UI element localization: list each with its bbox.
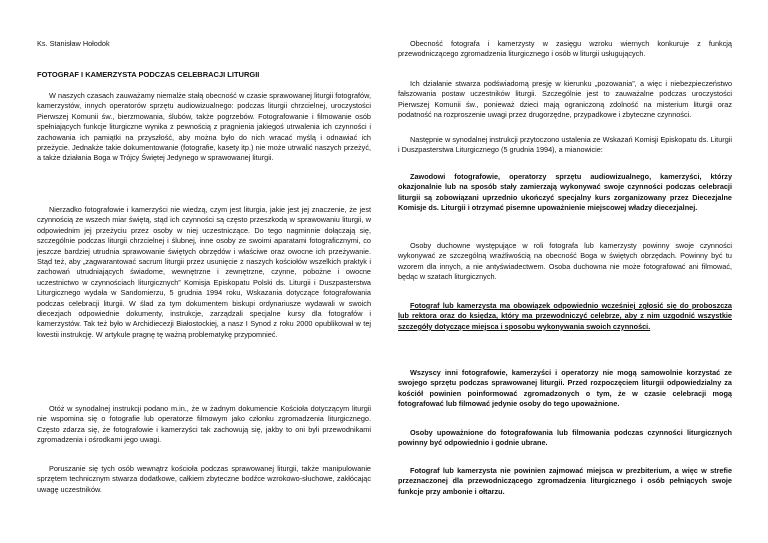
left-paragraph-4: Poruszanie się tych osób wewnątrz kościoła podczas sprawowanej liturgii, także manipulowanie sprzętem technicznym stwarza dodatkowe, całkiem zbyteczne bodźce wzrokowo-słuchowe, zakłócając uwagę uczestników.: [37, 464, 371, 494]
right-paragraph-6: Fotograf lub kamerzysta ma obowiązek odpowiednio wcześniej zgłosić się do proboszcza lub rektora oraz do księdza, który ma przewodniczyć celebrze, aby z nim uzgodnić wszystkie szczegóły dotyczące miejsca i sposobu wykonywania swoich czynności.: [398, 301, 732, 331]
right-paragraph-4: Zawodowi fotografowie, operatorzy sprzętu audiowizualnego, kamerzyści, którzy okazjonalnie lub na sposób stały zamierzają wykonywać swoje czynności podczas celebracji liturgii są zobowiązani uprzednio ukończyć specjalny kurs zorganizowany przez Diecezjalne Komisje ds. Liturgii i otrzymać pisemne upoważnienie miejscowej władzy diecezjalnej.: [398, 172, 732, 213]
right-paragraph-2: Ich działanie stwarza podświadomą presję w kierunku „pozowania”, a więc i niebezpieczeństwo fałszowania postaw uczestników liturgii. Szczególnie jest to zauważalne podczas uroczystości Pierwszej Komunii św., ponieważ dzieci mają ograniczoną zdolność na misterium liturgii oraz podatność na rozproszenie uwagi przez drugorzędne, przypadkowe i zbyteczne czynności.: [398, 79, 732, 120]
article-title: FOTOGRAF I KAMERZYSTA PODCZAS CELEBRACJI LITURGII: [37, 70, 260, 79]
right-paragraph-5: Osoby duchowne występujące w roli fotografa lub kamerzysty powinny swoje czynności wykonywać ze szczególną wrażliwością na obecność Boga w świętych obrzędach. Powinny być tu wzorem dla innych, a nie antyświadectwem. Osoba duchowna nie może fotografować ani filmować, będąc w szatach liturgicznych.: [398, 241, 732, 282]
author-name: Ks. Stanisław Hołodok: [37, 39, 110, 48]
right-column: [398, 0, 732, 543]
left-paragraph-1: W naszych czasach zauważamy niemalże stałą obecność w czasie sprawowanej liturgii fotografów, kamerzystów, innych operatorów sprzętu audiowizualnego: podczas liturgii chrzcielnej, uroczystości Pierwszej Komunii św., bierzmowania, ślubów, także pogrzebów. Fotografowanie i filmowanie osób spełniających funkcje liturgiczne wynika z pewnością z pragnienia jakiegoś utrwalenia ich czynności i zachowania ich pamiątki na przyszłość, aby można było do nich wracać myślą i odnawiać ich przeżycie. Jednakże takie dokumentowanie (fotografie, kasety itp.) nie może utrwalić naszych przeżyć, a także działania Boga w Trójcy Świętej Jedynego w sprawowanej liturgii.: [37, 91, 371, 163]
left-paragraph-3: Otóż w synodalnej instrukcji podano m.in., że w żadnym dokumencie Kościoła dotyczącym liturgii nie wspomina się o fotografie lub operatorze filmowym jako członku zgromadzenia liturgicznego. Często zdarza się, że fotografowie i kamerzyści tak zachowują się, jakby to oni byli przewodnikami zgromadzenia i ośrodkami jego uwagi.: [37, 404, 371, 445]
right-paragraph-1: Obecność fotografa i kamerzysty w zasięgu wzroku wiernych konkuruje z funkcją przewodniczącego zgromadzenia liturgicznego i osób w liturgii usługujących.: [398, 39, 732, 59]
right-paragraph-9: Fotograf lub kamerzysta nie powinien zajmować miejsca w prezbiterium, a więc w strefie przeznaczonej dla przewodniczącego zgromadzenia liturgicznego i osób pełniących swoje funkcje przy ambonie i ołtarzu.: [398, 466, 732, 496]
left-column: [37, 0, 371, 543]
right-paragraph-3: Następnie w synodalnej instrukcji przytoczono ustalenia ze Wskazań Komisji Episkopatu ds. Liturgii i Duszpasterstwa Liturgicznego (5 grudnia 1994), a mianowicie:: [398, 135, 732, 155]
right-paragraph-8: Osoby upoważnione do fotografowania lub filmowania podczas czynności liturgicznych powinny być odpowiednio i godnie ubrane.: [398, 428, 732, 448]
right-paragraph-7: Wszyscy inni fotografowie, kamerzyści i operatorzy nie mogą samowolnie korzystać ze swojego sprzętu podczas sprawowanej liturgii. Przed rozpoczęciem liturgii odpowiedzialny za kościół powinien poinformować zgromadzonych o tym, że w czasie celebracji mogą fotografować lub filmować jedynie osoby do tego upoważnione.: [398, 368, 732, 409]
left-paragraph-2: Nierzadko fotografowie i kamerzyści nie wiedzą, czym jest liturgia, jakie jest jej znaczenie, że jest czynnością ze wszech miar świętą, stąd ich czynności są często przeszkodą w sprawowaniu liturgii, w odpowiednim jej przeżyciu przez osoby w niej uczestniczące. Do tego nagminnie dołączają się, szczególnie podczas liturgii chrzcielnej i ślubnej, inne osoby ze swoimi aparatami fotograficznymi, co jeszcze bardziej utrudnia sprawowanie świętych obrzędów i właściwe oraz owocne ich przeżywanie. Stąd też, aby „zagwarantować sacrum liturgii przez usunięcie z naszych kościołów wszelkich praktyk i zachowań utrudniających świadome, wewnętrzne i zewnętrzne, czynne, pobożne i owocne uczestnictwo w czynnościach liturgicznych” Komisja Episkopatu Polski ds. Liturgii i Duszpasterstwa Liturgicznego wydała w Sandomierzu, 5 grudnia 1994 roku, Wskazania dotyczące fotografowania podczas celebracji liturgii. W ślad za tym dokumentem biskupi ordynariusze wydawali w swoich diecezjach odpowiednie dokumenty, instrukcje, zarządzali specjalne kursy dla fotografów i kamerzystów. Tak też było w Archidiecezji Białostockiej, a nasz I Synod z roku 2000 opublikował w tej kwestii instrukcję. W artykule pragnę tę ważną problematykę przypomnieć.: [37, 205, 371, 339]
